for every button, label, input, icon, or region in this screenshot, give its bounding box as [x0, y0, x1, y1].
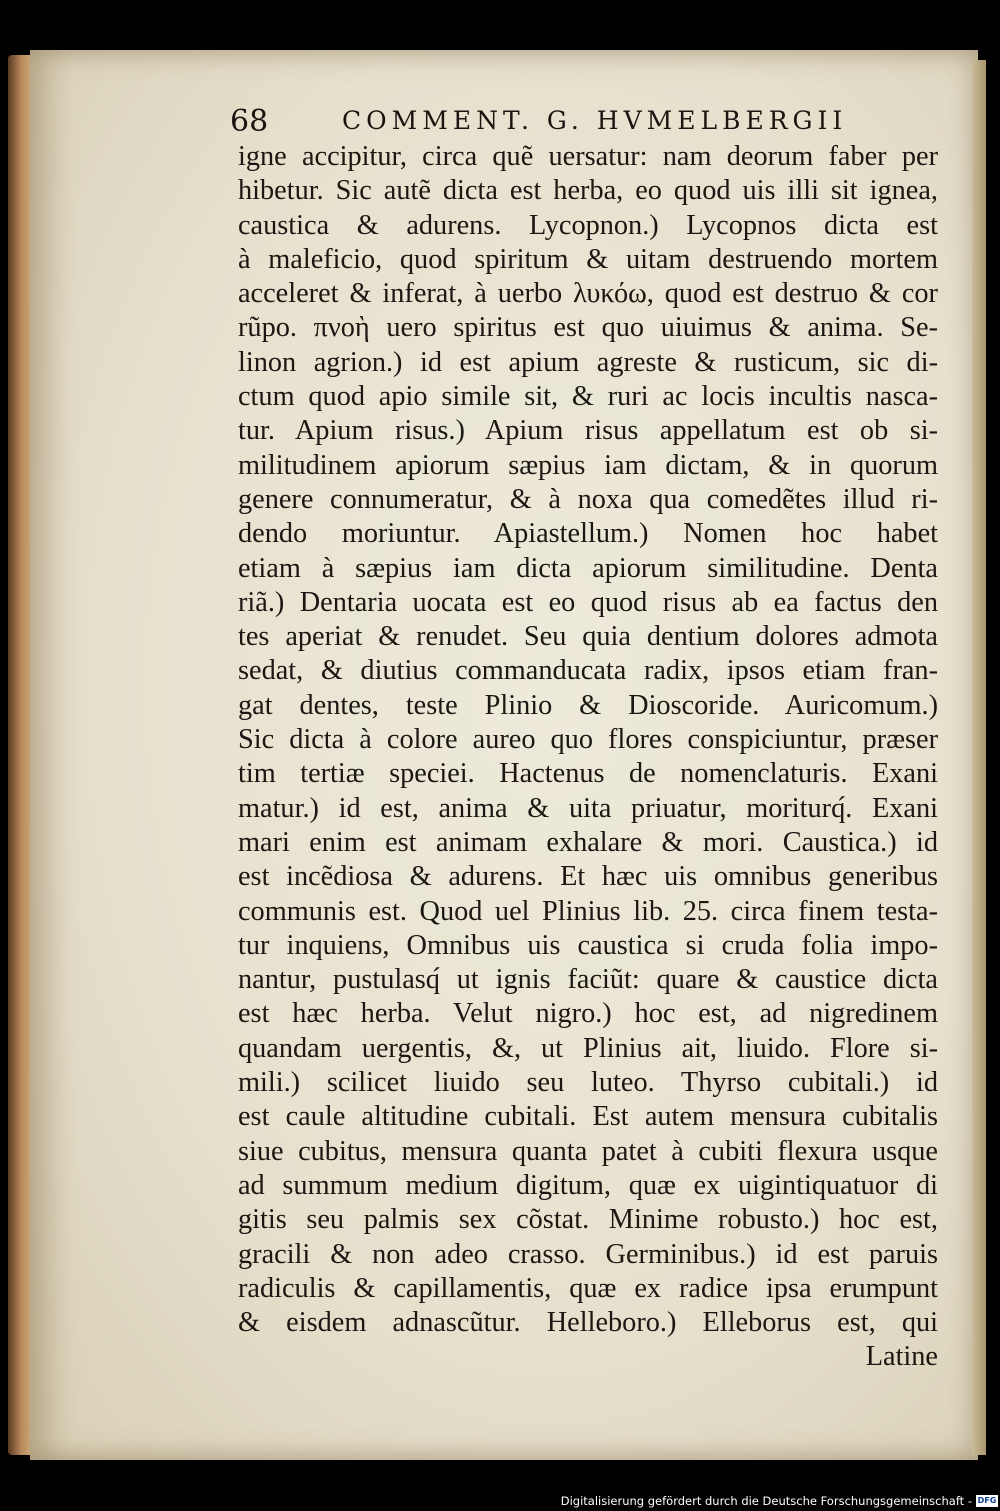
text-line: hibetur. Sic autẽ dicta est herba, eo quod uis illi sit ignea, — [238, 175, 938, 207]
text-line: ctum quod apio simile sit, & ruri ac locis incultis nasca- — [238, 381, 938, 413]
text-line: gat dentes, teste Plinio & Dioscoride. Auricomum.) — [238, 689, 938, 721]
text-line: linon agrion.) id est apium agreste & rusticum, sic di- — [238, 346, 938, 378]
digitization-credit: Digitalisierung gefördert durch die Deutsche Forschungsgemeinschaft - — [560, 1494, 972, 1508]
text-line: matur.) id est, anima & uita priuatur, moriturq́. Exani — [238, 792, 938, 824]
text-line: est incẽdiosa & adurens. Et hæc uis omnibus generibus — [238, 861, 938, 893]
text-line: militudinem apiorum sæpius iam dictam, & in quorum — [238, 449, 938, 481]
text-line: radiculis & capillamentis, quæ ex radice ipsa erumpunt — [238, 1272, 938, 1304]
text-line: communis est. Quod uel Plinius lib. 25. circa finem testa- — [238, 895, 938, 927]
text-line: & eisdem adnascũtur. Helleboro.) Elleborus est, qui — [238, 1307, 938, 1339]
text-line: tes aperiat & renudet. Seu quia dentium dolores admota — [238, 621, 938, 653]
text-line: siue cubitus, mensura quanta patet à cubiti flexura usque — [238, 1135, 938, 1167]
page-number: 68 — [230, 104, 269, 139]
running-head: COMMENT. G. HVMELBERGII — [342, 106, 848, 135]
text-line: etiam à sæpius iam dicta apiorum similitudine. Denta — [238, 552, 938, 584]
text-line: Sic dicta à colore aureo quo flores conspiciuntur, præser — [238, 724, 938, 756]
text-line: est hæc herba. Velut nigro.) hoc est, ad nigredinem — [238, 998, 938, 1030]
text-line: mari enim est animam exhalare & mori. Caustica.) id — [238, 826, 938, 858]
text-line: caustica & adurens. Lycopnon.) Lycopnos dicta est — [238, 209, 938, 241]
page-fore-edge — [972, 60, 986, 1455]
page-header — [230, 104, 870, 144]
text-line: est caule altitudine cubitali. Est autem mensura cubitalis — [238, 1101, 938, 1133]
main-text-block — [238, 140, 938, 1375]
text-line: gitis seu palmis sex cõstat. Minime robusto.) hoc est, — [238, 1204, 938, 1236]
text-line: genere connumeratur, & à noxa qua comedẽtes illud ri- — [238, 483, 938, 515]
text-line: tim tertiæ speciei. Hactenus de nomenclaturis. Exani — [238, 758, 938, 790]
dfg-logo: DFG — [977, 1496, 997, 1505]
text-line: quandam uergentis, &, ut Plinius ait, liuido. Flore si- — [238, 1032, 938, 1064]
text-line: rũpo. πνοὴ uero spiritus est quo uiuimus & anima. Se- — [238, 312, 938, 344]
text-line: tur inquiens, Omnibus uis caustica si cruda folia impo- — [238, 929, 938, 961]
text-line: riã.) Dentaria uocata est eo quod risus ab ea factus den — [238, 586, 938, 618]
text-line: nantur, pustulasq́ ut ignis faciũt: quare & caustice dicta — [238, 964, 938, 996]
text-line: ad summum medium digitum, quæ ex uigintiquatuor di — [238, 1169, 938, 1201]
text-line: igne accipitur, circa quẽ uersatur: nam deorum faber per — [238, 141, 938, 172]
text-line: dendo moriuntur. Apiastellum.) Nomen hoc habet — [238, 518, 938, 550]
text-line: sedat, & diutius commanducata radix, ipsos etiam fran- — [238, 655, 938, 687]
text-line: mili.) scilicet liuido seu luteo. Thyrso cubitali.) id — [238, 1067, 938, 1099]
text-line: gracili & non adeo crasso. Germinibus.) id est paruis — [238, 1238, 938, 1270]
text-line: tur. Apium risus.) Apium risus appellatum est ob si- — [238, 415, 938, 447]
text-line: acceleret & inferat, à uerbo λυκόω, quod est destruo & cor — [238, 278, 938, 310]
text-line: Latine — [865, 1341, 938, 1373]
text-line: à maleficio, quod spiritum & uitam destruendo mortem — [238, 243, 938, 275]
